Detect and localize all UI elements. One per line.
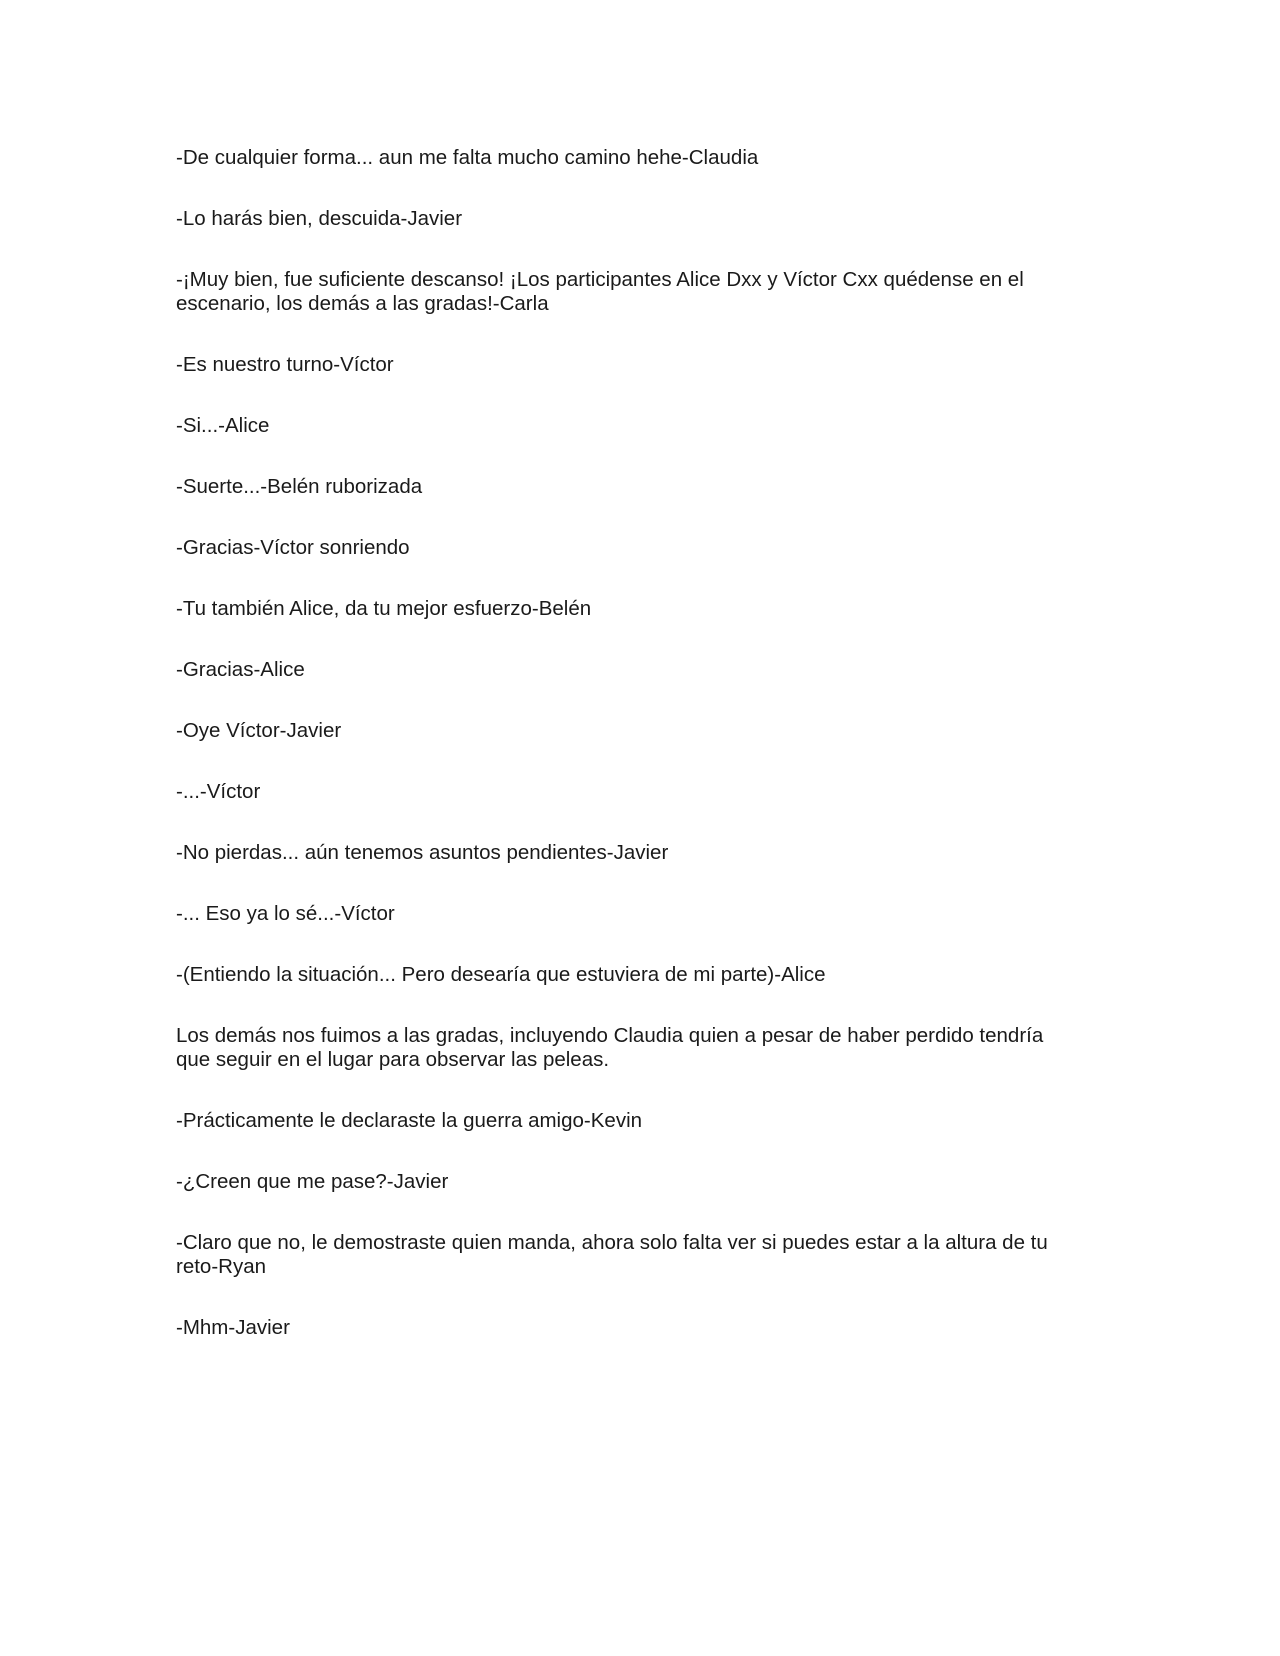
paragraph: -Es nuestro turno-Víctor <box>176 353 394 376</box>
paragraph: -Prácticamente le declaraste la guerra amigo-Kevin <box>176 1109 643 1132</box>
paragraph: -Tu también Alice, da tu mejor esfuerzo-Belén <box>176 597 592 620</box>
paragraph: -¡Muy bien, fue suficiente descanso! ¡Los participantes Alice Dxx y Víctor Cxx quédense en el escenario, los demás a las gradas!-Carla <box>176 268 1024 315</box>
paragraph: -Lo harás bien, descuida-Javier <box>176 207 463 230</box>
paragraph: -... Eso ya lo sé...-Víctor <box>176 902 395 925</box>
paragraph: -Gracias-Alice <box>176 658 305 681</box>
paragraph: -...-Víctor <box>176 780 261 803</box>
paragraph: -Oye Víctor-Javier <box>176 719 342 742</box>
paragraph: -No pierdas... aún tenemos asuntos pendientes-Javier <box>176 841 669 864</box>
paragraph: -Si...-Alice <box>176 414 270 437</box>
paragraph: -Suerte...-Belén ruborizada <box>176 475 423 498</box>
paragraph: -Mhm-Javier <box>176 1316 290 1339</box>
paragraph: -(Entiendo la situación... Pero desearía que estuviera de mi parte)-Alice <box>176 963 826 986</box>
paragraph: -Claro que no, le demostraste quien manda, ahora solo falta ver si puedes estar a la altura de tu reto-Ryan <box>176 1231 1048 1278</box>
paragraph: -De cualquier forma... aun me falta mucho camino hehe-Claudia <box>176 146 759 169</box>
paragraph: Los demás nos fuimos a las gradas, incluyendo Claudia quien a pesar de haber perdido tendría que seguir en el lugar para observar las peleas. <box>176 1024 1044 1071</box>
document-body <box>176 146 1076 1377</box>
paragraph: -Gracias-Víctor sonriendo <box>176 536 410 559</box>
paragraph: -¿Creen que me pase?-Javier <box>176 1170 449 1193</box>
